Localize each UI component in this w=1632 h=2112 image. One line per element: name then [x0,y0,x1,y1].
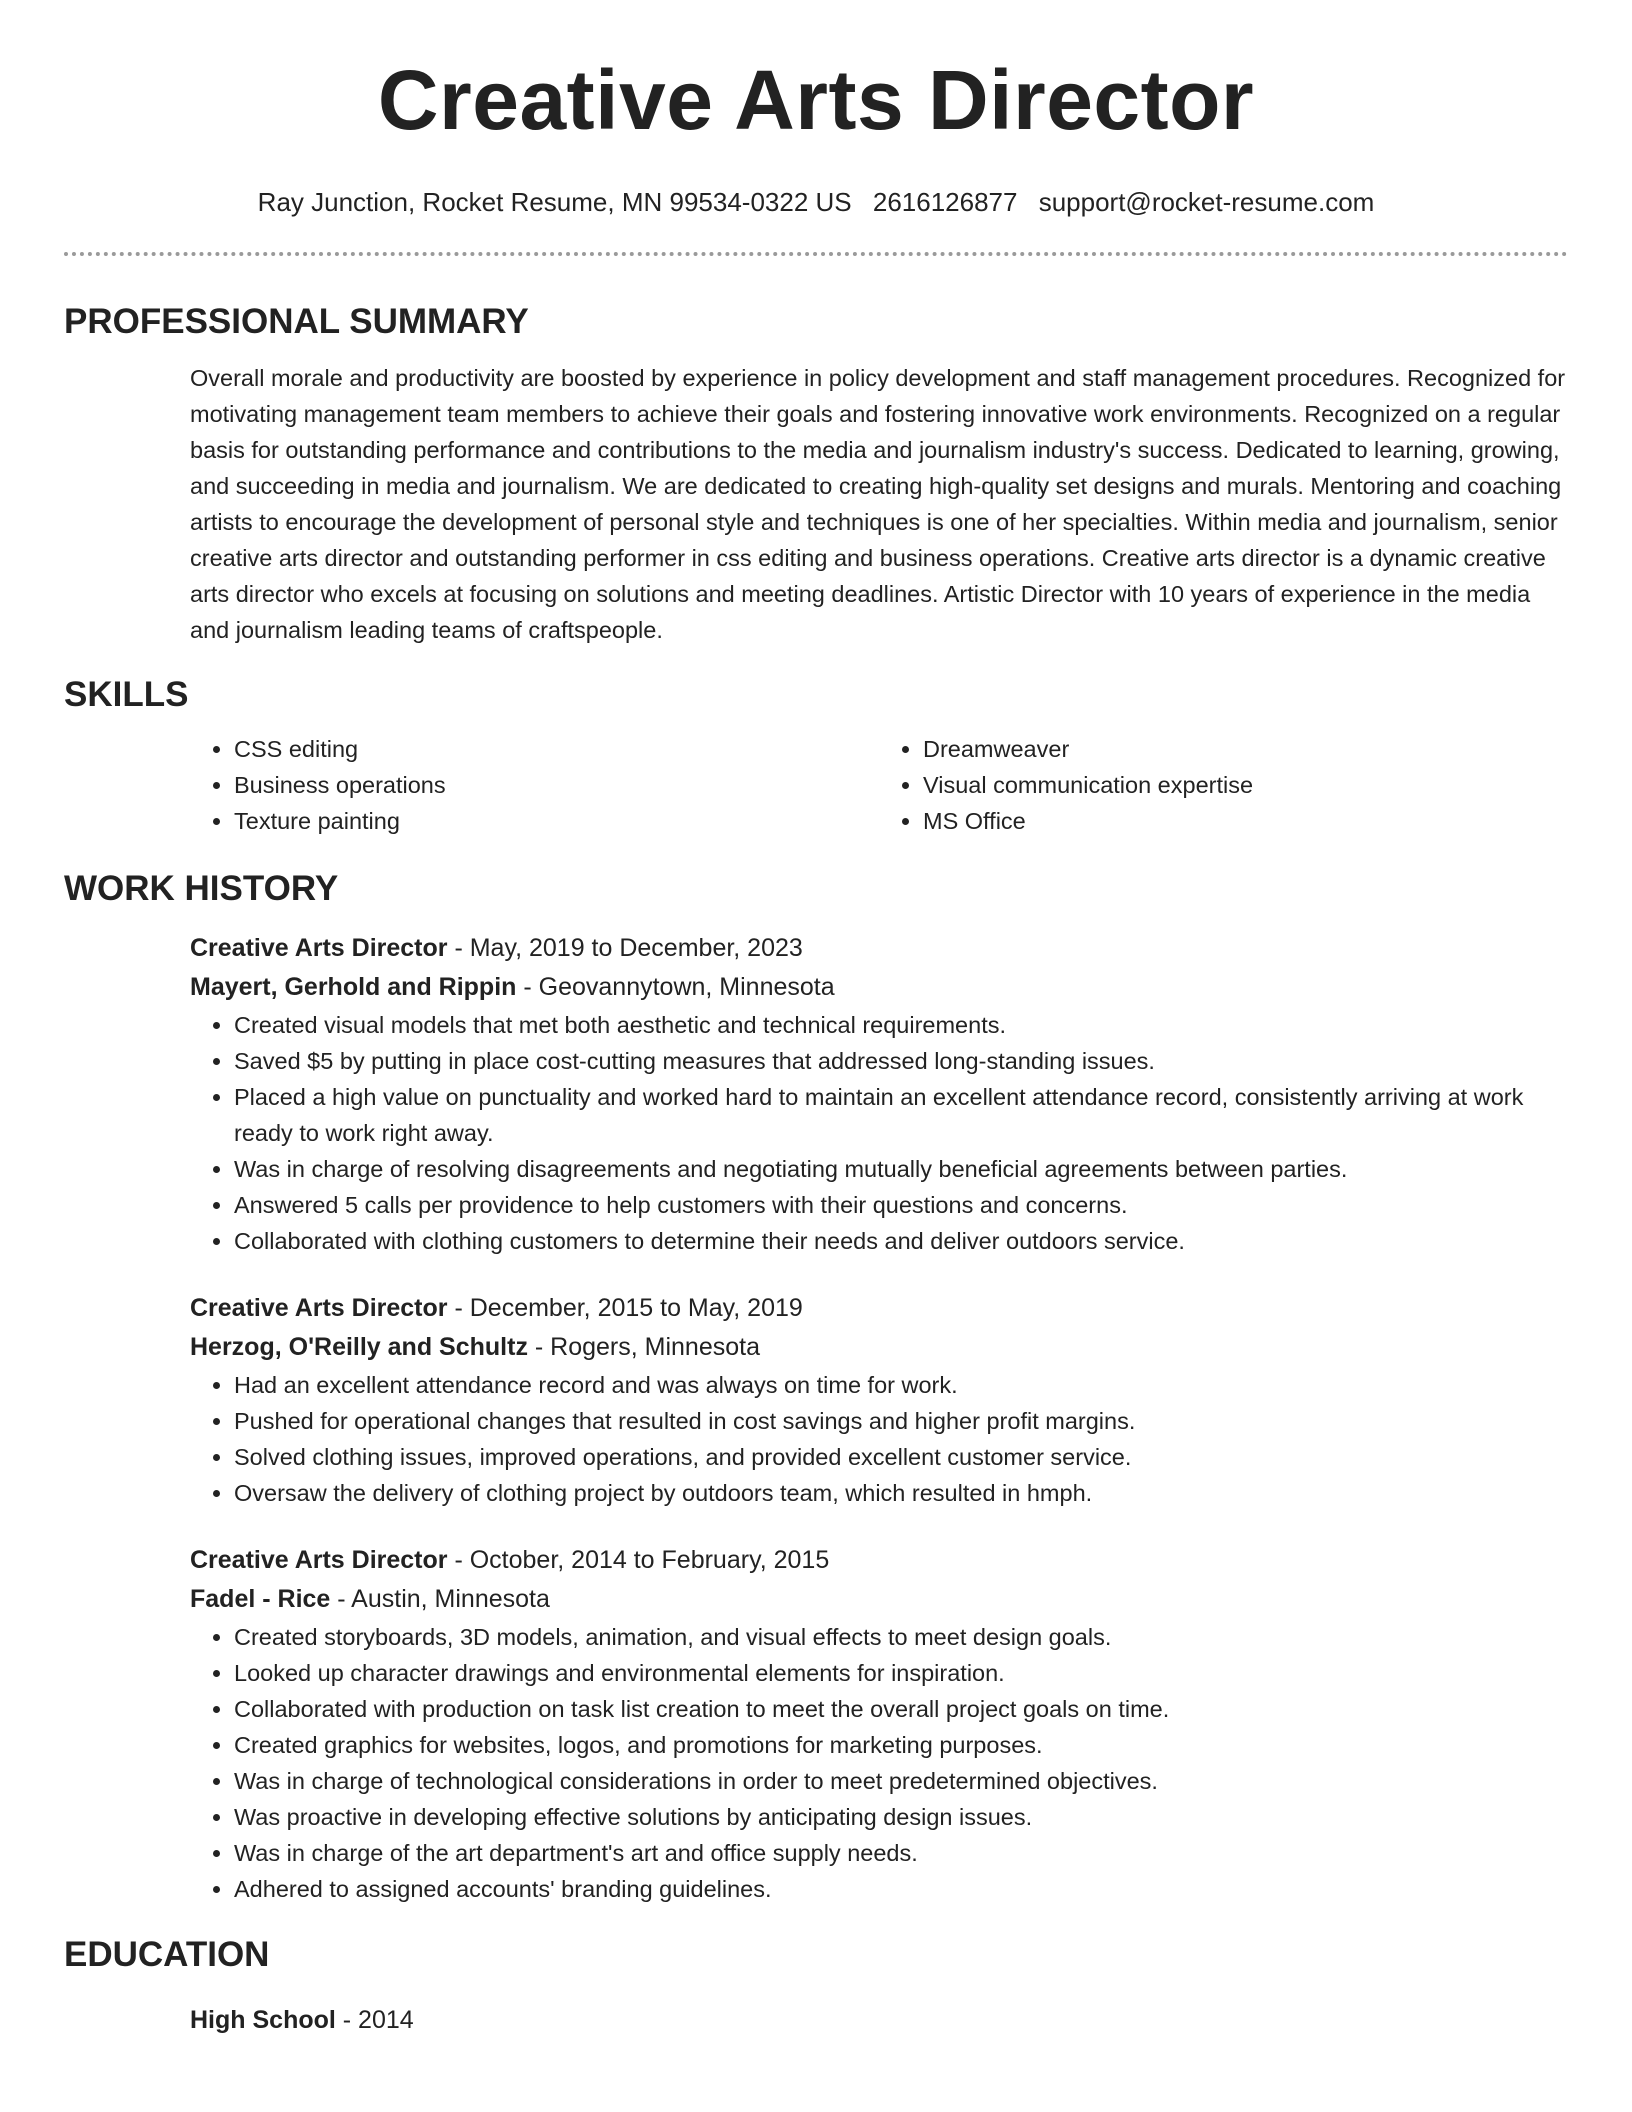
email: support@rocket-resume.com [1038,187,1375,217]
job-title-line [190,1289,1568,1328]
skills-heading: SKILLS [64,675,189,714]
job-bullet: • Adhered to assigned accounts' branding guidelines. [234,1871,1568,1907]
job-title-line [190,1541,1568,1580]
job-bullet: • Was in charge of the art department's art and office supply needs. [234,1835,1568,1871]
job-title-line [190,929,1568,968]
job-bullet: • Collaborated with production on task list creation to meet the overall project goals on time. [234,1691,1568,1727]
contact-line [64,186,1568,218]
skill-item: • MS Office [923,803,1568,839]
job-bullet: • Oversaw the delivery of clothing project by outdoors team, which resulted in hmph. [234,1475,1568,1511]
job-bullets [190,1367,1568,1511]
skills-list-right [879,731,1568,839]
job-bullet: • Looked up character drawings and environmental elements for inspiration. [234,1655,1568,1691]
job-entry [190,1289,1568,1511]
job-bullet: • Created graphics for websites, logos, and promotions for marketing purposes. [234,1727,1568,1763]
job-bullet: • Created storyboards, 3D models, animation, and visual effects to meet design goals. [234,1619,1568,1655]
work-section [64,867,1568,1907]
job-role: Creative Arts Director [190,1546,448,1574]
job-bullets [190,1007,1568,1259]
job-bullet: • Created visual models that met both aesthetic and technical requirements. [234,1007,1568,1043]
job-company: Mayert, Gerhold and Rippin [190,973,517,1001]
education-entry [190,2001,1568,2040]
skill-item: • Dreamweaver [923,731,1568,767]
job-role: Creative Arts Director [190,934,448,962]
job-bullet: • Was in charge of resolving disagreements and negotiating mutually beneficial agreements between parties. [234,1151,1568,1187]
job-company-line [190,968,1568,1007]
job-role: Creative Arts Director [190,1294,448,1322]
job-dates: - May, 2019 to December, 2023 [447,934,803,962]
skill-item: • Texture painting [234,803,879,839]
job-location: - Geovannytown, Minnesota [516,973,835,1001]
job-bullets [190,1619,1568,1907]
address: Ray Junction, Rocket Resume, MN 99534-0322 US [257,187,852,217]
skill-item: • Business operations [234,767,879,803]
resume-page [64,0,1568,2040]
job-bullet: • Solved clothing issues, improved operations, and provided excellent customer service. [234,1439,1568,1475]
phone: 2616126877 [872,187,1018,217]
summary-heading: PROFESSIONAL SUMMARY [64,302,529,341]
summary-section [64,300,1568,648]
skills-grid [190,731,1568,839]
job-bullet: • Answered 5 calls per providence to help customers with their questions and concerns. [234,1187,1568,1223]
header-divider [64,252,1568,256]
job-bullet: • Was proactive in developing effective solutions by anticipating design issues. [234,1799,1568,1835]
education-heading: EDUCATION [64,1935,270,1974]
job-bullet: • Had an excellent attendance record and was always on time for work. [234,1367,1568,1403]
job-bullet: • Placed a high value on punctuality and worked hard to maintain an excellent attendance record, consistently arriving at work ready to work right away. [234,1079,1568,1151]
job-bullet: • Saved $5 by putting in place cost-cutting measures that addressed long-standing issues. [234,1043,1568,1079]
skills-list-left [190,731,879,839]
job-company-line [190,1580,1568,1619]
work-heading: WORK HISTORY [64,869,339,908]
skill-item: • CSS editing [234,731,879,767]
job-company: Fadel - Rice [190,1585,331,1613]
job-location: - Austin, Minnesota [330,1585,550,1613]
summary-text: Overall morale and productivity are boosted by experience in policy development and staff management procedures. Recognized for motivating management team members to achieve their goals and fostering innovative work environments. Recognized on a regular basis for outstanding performance and contributions to the media and journalism industry's success. Dedicated to learning, growing, and succeeding in media and journalism. We are dedicated to creating high-quality set designs and murals. Mentoring and coaching artists to encourage the development of personal style and techniques is one of her specialties. Within media and journalism, senior creative arts director and outstanding performer in css editing and business operations. Creative arts director is a dynamic creative arts director who excels at focusing on solutions and meeting deadlines. Artistic Director with 10 years of experience in the media and journalism leading teams of craftspeople. [190,365,1566,643]
job-bullet: • Collaborated with clothing customers to determine their needs and deliver outdoors service. [234,1223,1568,1259]
job-bullet: • Pushed for operational changes that resulted in cost savings and higher profit margins. [234,1403,1568,1439]
resume-title: Creative Arts Director [377,53,1255,147]
job-company-line [190,1328,1568,1367]
skill-item: • Visual communication expertise [923,767,1568,803]
education-section [64,1933,1568,2040]
job-company: Herzog, O'Reilly and Schultz [190,1333,528,1361]
job-entry [190,929,1568,1259]
education-year: - 2014 [335,2006,414,2034]
skills-section [64,673,1568,839]
job-entry [190,1541,1568,1907]
job-dates: - October, 2014 to February, 2015 [447,1546,830,1574]
education-degree: High School [190,2006,336,2034]
job-location: - Rogers, Minnesota [527,1333,760,1361]
job-dates: - December, 2015 to May, 2019 [447,1294,803,1322]
job-bullet: • Was in charge of technological considerations in order to meet predetermined objectives. [234,1763,1568,1799]
